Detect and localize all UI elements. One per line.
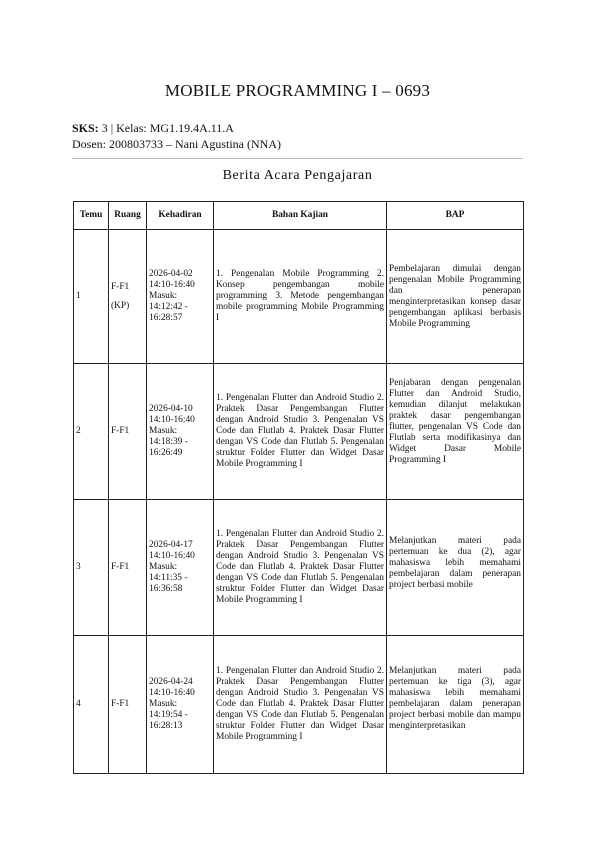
cell-temu: 1 — [74, 230, 109, 364]
cell-bahan-kajian: 1. Pengenalan Flutter dan Android Studio 2. Praktek Dasar Pengembangan Flutter dengan Android Studio 3. Pengenalan VS Code dan Flutlab 4. Praktek Dasar Flutter dengan VS Code dan Flutlab 5. Pengenalan struktur Folder Flutter dan Widget Dasar Mobile Programming I — [214, 500, 387, 636]
sks-label: SKS: — [72, 121, 99, 135]
dosen-label: Dosen: — [72, 137, 106, 151]
cell-bahan-kajian: 1. Pengenalan Mobile Programming 2. Konsep pengembangan mobile programming 3. Metode pengembangan mobile programming Mobile Programming I — [214, 230, 387, 364]
ruang-code: F-F1 — [111, 281, 130, 292]
cell-ruang: F-F1 — [109, 500, 147, 636]
dosen-value: 200803733 – Nani Agustina (NNA) — [109, 137, 281, 151]
cell-bahan-kajian: 1. Pengenalan Flutter dan Android Studio 2. Praktek Dasar Pengembangan Flutter dengan Android Studio 3. Pengenalan VS Code dan Flutlab 4. Praktek Dasar Flutter dengan VS Code dan Flutlab 5. Pengenalan struktur Folder Flutter dan Widget Dasar Mobile Programming I — [214, 636, 387, 774]
cell-bap: Pembelajaran dimulai dengan pengenalan Mobile Programming dan penerapan menginterpretasikan konsep dasar pengembangan aplikasi berbasis Mobile Programming — [387, 230, 524, 364]
table-row — [74, 500, 524, 636]
cell-bahan-kajian: 1. Pengenalan Flutter dan Android Studio 2. Praktek Dasar Pengembangan Flutter dengan Android Studio 3. Pengenalan VS Code dan Flutlab 4. Praktek Dasar Flutter dengan VS Code dan Flutlab 5. Pengenalan struktur Folder Flutter dan Widget Dasar Mobile Programming I — [214, 364, 387, 500]
course-title: MOBILE PROGRAMMING I – 0693 — [164, 81, 431, 100]
section-title: Berita Acara Pengajaran — [222, 168, 373, 183]
cell-bap: Melanjutkan materi pada pertemuan ke tiga (3), agar mahasiswa lebih memahami pembelajaran dalam penerapan project berbasi mobile dan mampu menginterpretasikan — [387, 636, 524, 774]
ruang-extra: (KP) — [111, 300, 130, 311]
cell-bap: Penjabaran dengan pengenalan Flutter dan Android Studio, kemudian dilanjut melakukan praktek dasar pengembangan flutter, pengenalan VS Code dan Flutlab serta modifikasinya dan Widget Dasar Mobile Programming I — [387, 364, 524, 500]
header-bahan-kajian: Bahan Kajian — [214, 202, 387, 230]
cell-ruang: F-F1 — [109, 636, 147, 774]
cell-kehadiran: 2026-04-10 14:10-16:40 Masuk: 14:18:39 - 16:26:49 — [147, 364, 214, 500]
cell-ruang: F-F1 — [109, 364, 147, 500]
cell-temu: 2 — [74, 364, 109, 500]
header-ruang: Ruang — [109, 202, 147, 230]
cell-bap: Melanjutkan materi pada pertemuan ke dua (2), agar mahasiswa lebih memahami pembelajaran dalam penerapan project berbasi mobile — [387, 500, 524, 636]
cell-temu: 3 — [74, 500, 109, 636]
cell-kehadiran: 2026-04-24 14:10-16:40 Masuk: 14:19:54 - 16:28:13 — [147, 636, 214, 774]
cell-kehadiran: 2026-04-02 14:10-16:40 Masuk: 14:12:42 - 16:28:57 — [147, 230, 214, 364]
divider — [72, 158, 523, 159]
header-kehadiran: Kehadiran — [147, 202, 214, 230]
course-meta — [72, 120, 281, 152]
header-bap: BAP — [387, 202, 524, 230]
table-row — [74, 364, 524, 500]
dosen-line — [72, 136, 281, 152]
sks-line — [72, 120, 281, 136]
table-row — [74, 636, 524, 774]
header-temu: Temu — [74, 202, 109, 230]
sks-value: 3 | Kelas: MG1.19.4A.11.A — [101, 121, 234, 135]
bap-table — [73, 201, 524, 774]
table-row — [74, 230, 524, 364]
cell-kehadiran: 2026-04-17 14:10-16:40 Masuk: 14:11:35 - 16:36:58 — [147, 500, 214, 636]
table-header-row — [74, 202, 524, 230]
cell-temu: 4 — [74, 636, 109, 774]
cell-ruang — [109, 230, 147, 364]
